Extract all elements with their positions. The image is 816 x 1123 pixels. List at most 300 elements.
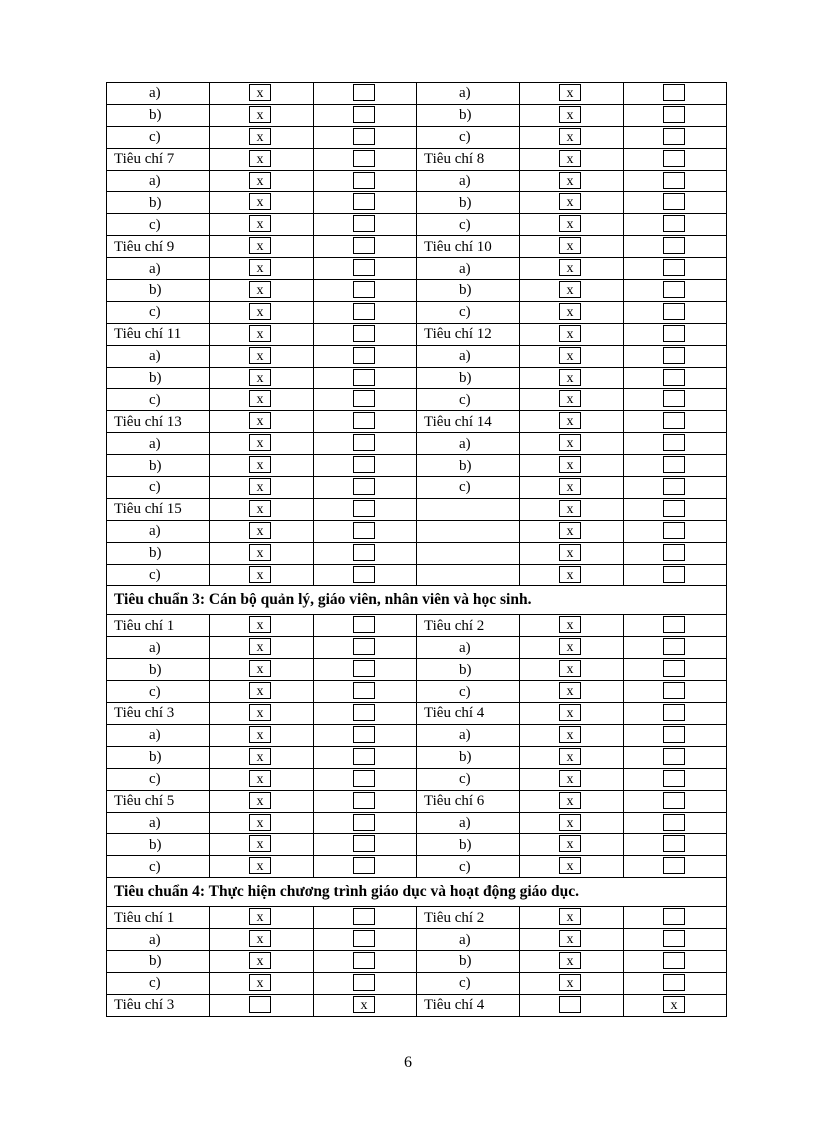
sub-criterion-label: b) (417, 280, 520, 302)
not-met-checkbox[interactable] (353, 616, 375, 633)
not-met-checkbox[interactable] (353, 522, 375, 539)
not-met-cell (624, 280, 727, 302)
not-met-checkbox[interactable] (353, 369, 375, 386)
not-met-checkbox[interactable] (663, 347, 685, 364)
not-met-cell (314, 790, 417, 812)
met-checkbox[interactable]: x (249, 748, 271, 765)
not-met-cell (624, 477, 727, 499)
not-met-cell (314, 411, 417, 433)
met-checkbox[interactable]: x (249, 412, 271, 429)
not-met-cell (624, 724, 727, 746)
not-met-checkbox[interactable] (353, 974, 375, 991)
met-checkbox[interactable]: x (559, 522, 581, 539)
table-row (107, 768, 727, 790)
met-checkbox[interactable]: x (559, 434, 581, 451)
sub-criterion-label: b) (417, 834, 520, 856)
not-met-cell (314, 126, 417, 148)
met-cell (520, 214, 624, 236)
table-row (107, 126, 727, 148)
met-checkbox[interactable]: x (559, 682, 581, 699)
not-met-checkbox[interactable] (353, 412, 375, 429)
met-cell (520, 192, 624, 214)
evaluation-table (106, 82, 727, 1017)
not-met-checkbox[interactable] (663, 544, 685, 561)
not-met-checkbox[interactable] (663, 434, 685, 451)
met-checkbox[interactable]: x (559, 908, 581, 925)
not-met-checkbox[interactable] (663, 857, 685, 874)
not-met-checkbox[interactable] (663, 150, 685, 167)
met-checkbox[interactable]: x (559, 281, 581, 298)
table-row (107, 907, 727, 929)
met-checkbox[interactable]: x (249, 908, 271, 925)
met-checkbox[interactable]: x (249, 974, 271, 991)
met-checkbox[interactable]: x (249, 544, 271, 561)
not-met-cell (624, 192, 727, 214)
met-cell (520, 681, 624, 703)
not-met-cell (624, 615, 727, 637)
met-checkbox[interactable]: x (249, 150, 271, 167)
met-checkbox[interactable]: x (249, 682, 271, 699)
not-met-checkbox[interactable] (353, 172, 375, 189)
not-met-checkbox[interactable] (353, 390, 375, 407)
met-checkbox[interactable]: x (559, 704, 581, 721)
not-met-checkbox[interactable] (353, 456, 375, 473)
met-cell (210, 411, 314, 433)
sub-criterion-label: a) (417, 258, 520, 280)
not-met-checkbox[interactable] (353, 325, 375, 342)
not-met-checkbox[interactable]: x (663, 996, 685, 1013)
not-met-checkbox[interactable] (353, 544, 375, 561)
criterion-label: Tiêu chí 2 (417, 615, 520, 637)
met-cell (210, 323, 314, 345)
not-met-checkbox[interactable] (353, 660, 375, 677)
not-met-cell (314, 768, 417, 790)
not-met-checkbox[interactable] (663, 682, 685, 699)
sub-criterion-label: b) (107, 950, 210, 972)
not-met-checkbox[interactable] (663, 259, 685, 276)
table-row (107, 477, 727, 499)
met-checkbox[interactable]: x (249, 522, 271, 539)
met-cell (520, 367, 624, 389)
not-met-cell (624, 455, 727, 477)
not-met-checkbox[interactable] (663, 748, 685, 765)
met-checkbox[interactable]: x (559, 770, 581, 787)
met-cell (520, 411, 624, 433)
not-met-checkbox[interactable] (663, 106, 685, 123)
met-checkbox[interactable]: x (249, 478, 271, 495)
criterion-label: Tiêu chí 11 (107, 323, 210, 345)
not-met-checkbox[interactable] (353, 748, 375, 765)
not-met-checkbox[interactable] (663, 660, 685, 677)
sub-criterion-label: a) (417, 812, 520, 834)
not-met-checkbox[interactable] (663, 390, 685, 407)
not-met-checkbox[interactable] (353, 814, 375, 831)
met-checkbox[interactable]: x (249, 347, 271, 364)
not-met-checkbox[interactable] (663, 237, 685, 254)
met-checkbox[interactable]: x (559, 259, 581, 276)
not-met-cell (314, 367, 417, 389)
not-met-cell (314, 455, 417, 477)
met-checkbox[interactable]: x (559, 835, 581, 852)
sub-criterion-label: a) (417, 433, 520, 455)
met-checkbox[interactable]: x (249, 128, 271, 145)
not-met-cell (624, 323, 727, 345)
met-checkbox[interactable]: x (559, 84, 581, 101)
met-cell (520, 637, 624, 659)
met-checkbox[interactable]: x (559, 660, 581, 677)
sub-criterion-label: a) (107, 433, 210, 455)
met-checkbox[interactable]: x (249, 84, 271, 101)
met-cell (210, 972, 314, 994)
table-row (107, 236, 727, 258)
not-met-checkbox[interactable] (663, 952, 685, 969)
not-met-checkbox[interactable] (663, 704, 685, 721)
met-checkbox[interactable]: x (559, 369, 581, 386)
met-checkbox[interactable]: x (559, 638, 581, 655)
criterion-label: Tiêu chí 5 (107, 790, 210, 812)
met-checkbox[interactable]: x (249, 616, 271, 633)
met-checkbox[interactable]: x (559, 172, 581, 189)
met-checkbox[interactable]: x (249, 390, 271, 407)
met-checkbox[interactable]: x (249, 281, 271, 298)
not-met-checkbox[interactable] (353, 237, 375, 254)
not-met-checkbox[interactable] (663, 478, 685, 495)
met-checkbox[interactable]: x (249, 193, 271, 210)
met-cell (520, 703, 624, 725)
not-met-checkbox[interactable] (353, 259, 375, 276)
not-met-cell (624, 564, 727, 586)
met-checkbox[interactable]: x (249, 325, 271, 342)
not-met-cell (624, 301, 727, 323)
not-met-checkbox[interactable] (663, 84, 685, 101)
met-cell (520, 389, 624, 411)
not-met-checkbox[interactable] (353, 682, 375, 699)
met-checkbox[interactable]: x (559, 814, 581, 831)
criterion-label: Tiêu chí 8 (417, 148, 520, 170)
not-met-checkbox[interactable] (663, 908, 685, 925)
not-met-cell (314, 812, 417, 834)
met-checkbox[interactable]: x (249, 500, 271, 517)
sub-criterion-label: a) (107, 345, 210, 367)
met-checkbox[interactable]: x (559, 930, 581, 947)
met-checkbox[interactable]: x (249, 456, 271, 473)
not-met-cell (624, 433, 727, 455)
not-met-checkbox[interactable] (663, 930, 685, 947)
met-cell (210, 345, 314, 367)
table-row (107, 258, 727, 280)
sub-criterion-label: a) (417, 724, 520, 746)
not-met-checkbox[interactable] (353, 726, 375, 743)
met-checkbox[interactable]: x (249, 259, 271, 276)
met-cell (210, 301, 314, 323)
not-met-cell (624, 498, 727, 520)
met-checkbox[interactable]: x (249, 369, 271, 386)
not-met-cell (314, 637, 417, 659)
not-met-checkbox[interactable] (353, 303, 375, 320)
met-checkbox[interactable]: x (249, 106, 271, 123)
not-met-checkbox[interactable] (353, 792, 375, 809)
not-met-cell (624, 148, 727, 170)
not-met-checkbox[interactable] (353, 952, 375, 969)
not-met-checkbox[interactable] (353, 215, 375, 232)
table-row (107, 637, 727, 659)
not-met-cell (314, 258, 417, 280)
met-cell (520, 564, 624, 586)
met-cell (520, 323, 624, 345)
not-met-cell (314, 389, 417, 411)
not-met-checkbox[interactable] (353, 347, 375, 364)
met-cell (210, 104, 314, 126)
not-met-checkbox[interactable] (353, 704, 375, 721)
met-checkbox[interactable]: x (559, 325, 581, 342)
not-met-checkbox[interactable] (663, 128, 685, 145)
table-row (107, 746, 727, 768)
criterion-label: Tiêu chí 1 (107, 615, 210, 637)
met-checkbox[interactable]: x (559, 748, 581, 765)
met-checkbox[interactable]: x (559, 215, 581, 232)
table-row (107, 834, 727, 856)
met-cell (210, 812, 314, 834)
met-cell (210, 746, 314, 768)
met-cell (520, 433, 624, 455)
not-met-cell (624, 812, 727, 834)
not-met-cell (314, 104, 417, 126)
met-checkbox[interactable]: x (559, 857, 581, 874)
sub-criterion-label: b) (417, 455, 520, 477)
met-checkbox[interactable]: x (249, 814, 271, 831)
not-met-checkbox[interactable] (663, 215, 685, 232)
not-met-checkbox[interactable] (663, 412, 685, 429)
met-checkbox[interactable]: x (249, 172, 271, 189)
table-row (107, 790, 727, 812)
table-row (107, 323, 727, 345)
criterion-label: Tiêu chí 14 (417, 411, 520, 433)
not-met-checkbox[interactable] (353, 434, 375, 451)
sub-criterion-label: c) (417, 477, 520, 499)
not-met-cell (624, 104, 727, 126)
criterion-label: Tiêu chí 9 (107, 236, 210, 258)
met-cell (210, 498, 314, 520)
not-met-checkbox[interactable] (663, 638, 685, 655)
not-met-checkbox[interactable] (663, 792, 685, 809)
not-met-cell (624, 126, 727, 148)
not-met-cell (624, 746, 727, 768)
sub-criterion-label: a) (417, 83, 520, 105)
not-met-checkbox[interactable] (353, 193, 375, 210)
criterion-label: Tiêu chí 4 (417, 703, 520, 725)
met-checkbox[interactable]: x (559, 150, 581, 167)
met-cell (210, 681, 314, 703)
met-checkbox[interactable]: x (559, 952, 581, 969)
not-met-cell (314, 498, 417, 520)
table-row (107, 615, 727, 637)
met-cell (520, 301, 624, 323)
table-row (107, 433, 727, 455)
met-checkbox[interactable]: x (559, 566, 581, 583)
met-checkbox[interactable]: x (249, 857, 271, 874)
not-met-checkbox[interactable] (663, 522, 685, 539)
met-checkbox[interactable]: x (249, 792, 271, 809)
not-met-checkbox[interactable] (663, 172, 685, 189)
not-met-checkbox[interactable] (353, 770, 375, 787)
met-cell (210, 542, 314, 564)
met-cell (520, 455, 624, 477)
sub-criterion-label: b) (107, 834, 210, 856)
met-cell (210, 170, 314, 192)
sub-criterion-label: c) (107, 389, 210, 411)
met-cell (210, 83, 314, 105)
met-checkbox[interactable]: x (249, 704, 271, 721)
table-row (107, 455, 727, 477)
table-row (107, 411, 727, 433)
met-checkbox[interactable]: x (249, 952, 271, 969)
met-checkbox[interactable]: x (559, 303, 581, 320)
not-met-cell (314, 950, 417, 972)
met-cell (210, 768, 314, 790)
met-checkbox[interactable]: x (249, 726, 271, 743)
criterion-label (417, 498, 520, 520)
table-row (107, 929, 727, 951)
met-checkbox[interactable]: x (559, 500, 581, 517)
met-cell (520, 834, 624, 856)
table-row (107, 301, 727, 323)
met-cell (210, 258, 314, 280)
not-met-cell (624, 542, 727, 564)
met-checkbox[interactable]: x (249, 638, 271, 655)
met-checkbox[interactable]: x (249, 660, 271, 677)
met-cell (520, 972, 624, 994)
met-checkbox[interactable]: x (249, 434, 271, 451)
met-checkbox[interactable]: x (559, 412, 581, 429)
not-met-checkbox[interactable] (663, 566, 685, 583)
met-checkbox[interactable]: x (559, 106, 581, 123)
sub-criterion-label: c) (417, 301, 520, 323)
not-met-checkbox[interactable] (353, 500, 375, 517)
not-met-checkbox[interactable] (353, 857, 375, 874)
table-row (107, 542, 727, 564)
sub-criterion-label: b) (107, 280, 210, 302)
met-cell (520, 790, 624, 812)
met-cell (210, 856, 314, 878)
met-checkbox[interactable] (249, 996, 271, 1013)
not-met-checkbox[interactable] (353, 150, 375, 167)
not-met-checkbox[interactable] (353, 281, 375, 298)
criterion-label (417, 542, 520, 564)
sub-criterion-label: c) (417, 681, 520, 703)
met-checkbox[interactable]: x (559, 347, 581, 364)
table-row (107, 812, 727, 834)
met-checkbox[interactable]: x (249, 566, 271, 583)
met-checkbox[interactable]: x (559, 478, 581, 495)
met-cell (520, 170, 624, 192)
not-met-checkbox[interactable] (353, 908, 375, 925)
met-checkbox[interactable]: x (249, 835, 271, 852)
met-checkbox[interactable]: x (249, 770, 271, 787)
sub-criterion-label: c) (417, 856, 520, 878)
met-cell (520, 950, 624, 972)
sub-criterion-label: a) (107, 170, 210, 192)
met-cell (520, 746, 624, 768)
not-met-checkbox[interactable] (353, 566, 375, 583)
met-checkbox[interactable]: x (249, 215, 271, 232)
not-met-checkbox[interactable] (353, 930, 375, 947)
not-met-cell (314, 746, 417, 768)
met-cell (520, 236, 624, 258)
not-met-checkbox[interactable] (663, 500, 685, 517)
sub-criterion-label: a) (417, 170, 520, 192)
met-checkbox[interactable]: x (249, 303, 271, 320)
not-met-cell (624, 994, 727, 1016)
met-checkbox[interactable]: x (559, 456, 581, 473)
table-row (107, 345, 727, 367)
met-checkbox[interactable]: x (559, 726, 581, 743)
not-met-cell (314, 280, 417, 302)
not-met-checkbox[interactable] (663, 616, 685, 633)
not-met-checkbox[interactable] (663, 281, 685, 298)
met-checkbox[interactable]: x (559, 237, 581, 254)
met-cell (210, 950, 314, 972)
not-met-checkbox[interactable] (663, 770, 685, 787)
sub-criterion-label: a) (417, 929, 520, 951)
sub-criterion-label: c) (107, 681, 210, 703)
met-checkbox[interactable]: x (249, 237, 271, 254)
met-cell (520, 994, 624, 1016)
not-met-checkbox[interactable] (353, 106, 375, 123)
table-row (107, 280, 727, 302)
criterion-label (417, 520, 520, 542)
met-checkbox[interactable]: x (559, 193, 581, 210)
table-row (107, 564, 727, 586)
table-row (107, 681, 727, 703)
met-checkbox[interactable]: x (559, 544, 581, 561)
not-met-checkbox[interactable] (353, 128, 375, 145)
sub-criterion-label: a) (107, 258, 210, 280)
not-met-checkbox[interactable] (663, 456, 685, 473)
met-cell (210, 907, 314, 929)
met-cell (520, 907, 624, 929)
met-checkbox[interactable]: x (249, 930, 271, 947)
not-met-cell (624, 83, 727, 105)
met-cell (210, 659, 314, 681)
not-met-checkbox[interactable] (663, 726, 685, 743)
met-checkbox[interactable]: x (559, 128, 581, 145)
not-met-checkbox[interactable] (663, 325, 685, 342)
met-checkbox[interactable] (559, 996, 581, 1013)
not-met-checkbox[interactable] (663, 303, 685, 320)
sub-criterion-label: b) (107, 746, 210, 768)
criterion-label: Tiêu chí 12 (417, 323, 520, 345)
not-met-checkbox[interactable] (353, 478, 375, 495)
not-met-checkbox[interactable] (663, 369, 685, 386)
not-met-cell (314, 907, 417, 929)
not-met-cell (314, 83, 417, 105)
met-checkbox[interactable]: x (559, 792, 581, 809)
met-checkbox[interactable]: x (559, 616, 581, 633)
sub-criterion-label: a) (107, 724, 210, 746)
not-met-checkbox[interactable] (663, 835, 685, 852)
not-met-cell (314, 972, 417, 994)
not-met-checkbox[interactable] (663, 814, 685, 831)
met-checkbox[interactable]: x (559, 390, 581, 407)
not-met-checkbox[interactable]: x (353, 996, 375, 1013)
not-met-checkbox[interactable] (353, 84, 375, 101)
not-met-checkbox[interactable] (353, 835, 375, 852)
not-met-checkbox[interactable] (353, 638, 375, 655)
not-met-checkbox[interactable] (663, 974, 685, 991)
not-met-checkbox[interactable] (663, 193, 685, 210)
met-checkbox[interactable]: x (559, 974, 581, 991)
sub-criterion-label: b) (417, 659, 520, 681)
